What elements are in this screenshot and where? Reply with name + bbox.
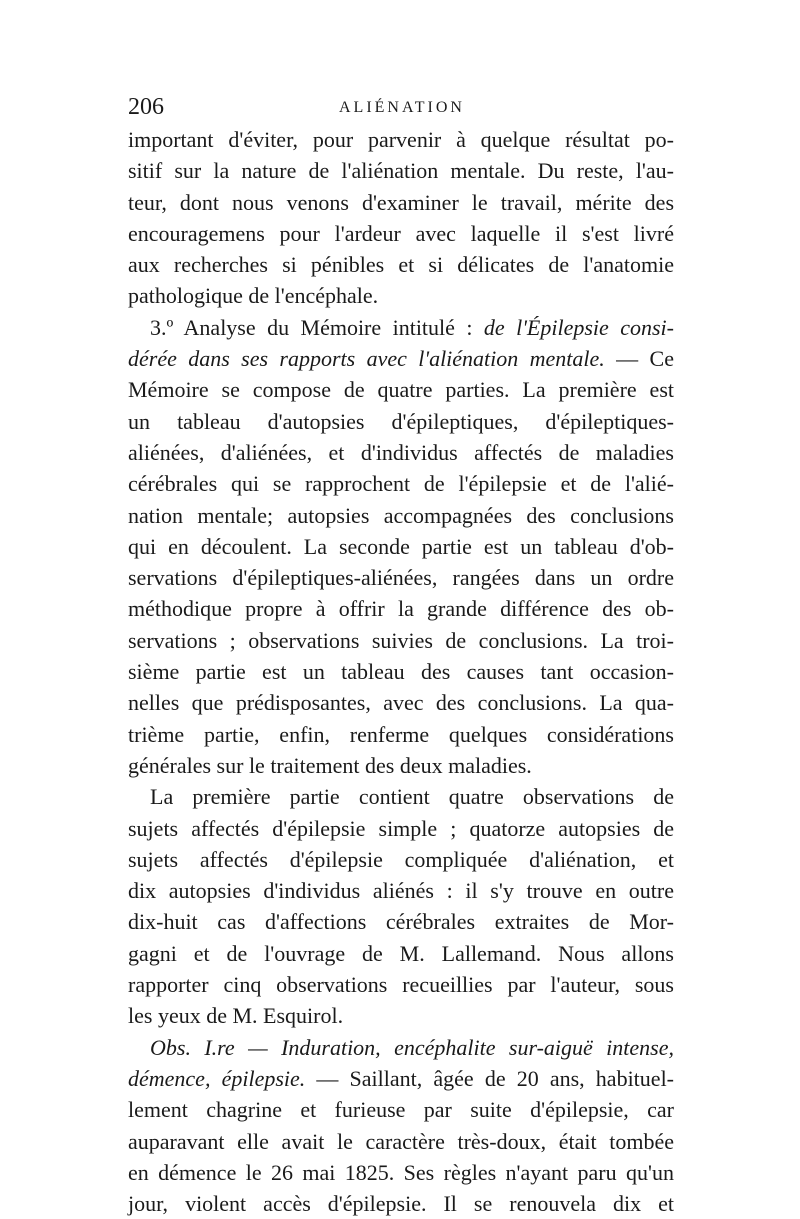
text-line: jour, violent accès d'épilepsie. Il se renouvela dix et xyxy=(128,1191,674,1217)
text-line: dix autopsies d'individus aliénés : il s'y trouve en outre xyxy=(128,878,674,904)
text-line: sujets affectés d'épilepsie simple ; quatorze autopsies de xyxy=(128,815,674,841)
text-line: servations ; observations suivies de conclusions. La troi- xyxy=(128,627,674,653)
text-line: en démence le 26 mai 1825. Ses règles n'ayant paru qu'un xyxy=(128,1159,674,1185)
text-line: teur, dont nous venons d'examiner le travail, mérite des xyxy=(128,189,674,215)
text-line: lement chagrine et furieuse par suite d'épilepsie, car xyxy=(128,1097,674,1123)
text-line: les yeux de M. Esquirol. xyxy=(128,1003,344,1029)
text-line: La première partie contient quatre observations de xyxy=(150,784,674,810)
text-roman: — Ce xyxy=(604,346,674,372)
text-line: sième partie est un tableau des causes tant occasion- xyxy=(128,659,674,685)
text-line: dix-huit cas d'affections cérébrales extraites de Mor- xyxy=(128,909,674,935)
text-italic: Obs. I.re — Induration, encéphalite sur-aiguë intense, xyxy=(150,1034,674,1060)
text-line: générales sur le traitement des deux maladies. xyxy=(128,752,532,778)
text-line: méthodique propre à offrir la grande différence des ob- xyxy=(128,596,674,622)
text-line: auparavant elle avait le caractère très-doux, était tombée xyxy=(128,1128,674,1154)
text-line xyxy=(128,312,674,343)
text-line: cérébrales qui se rapprochent de l'épilepsie et de l'alié- xyxy=(128,471,674,497)
text-line: sitif sur la nature de l'aliénation mentale. Du reste, l'au- xyxy=(128,158,674,184)
text-line: important d'éviter, pour parvenir à quelque résultat po- xyxy=(128,127,674,152)
text-line xyxy=(128,343,674,374)
running-title: ALIÉNATION xyxy=(339,99,465,116)
text-italic: de l'Épilepsie consi- xyxy=(483,314,674,340)
text-line: gagni et de l'ouvrage de M. Lallemand. Nous allons xyxy=(128,940,674,966)
text-line: sujets affectés d'épilepsie compliquée d'aliénation, et xyxy=(128,846,674,872)
text-line: nelles que prédisposantes, avec des conclusions. La qua- xyxy=(128,690,674,716)
text-line xyxy=(128,1063,674,1094)
text-line: nation mentale; autopsies accompagnées des conclusions xyxy=(128,502,674,528)
text-italic: dérée dans ses rapports avec l'aliénation mentale. xyxy=(128,346,605,372)
text-line: trième partie, enfin, renferme quelques considérations xyxy=(128,721,674,747)
text-italic: démence, épilepsie. xyxy=(128,1065,306,1091)
text-line: aliénées, d'aliénées, et d'individus affectés de maladies xyxy=(128,439,674,465)
text-line: un tableau d'autopsies d'épileptiques, d'épileptiques- xyxy=(128,408,674,434)
text-line: pathologique de l'encéphale. xyxy=(128,283,379,309)
page-body xyxy=(128,124,674,1219)
text-line: aux recherches si pénibles et si délicates de l'anatomie xyxy=(128,252,674,278)
text-roman: — Saillant, âgée de 20 ans, habituel- xyxy=(305,1065,675,1091)
text-line: rapporter cinq observations recueillies par l'auteur, sous xyxy=(128,972,674,998)
text-roman: 3.º Analyse du Mémoire intitulé : xyxy=(150,314,484,340)
text-line xyxy=(128,1032,674,1063)
text-line: encouragemens pour l'ardeur avec laquelle il s'est livré xyxy=(128,220,674,246)
page-header xyxy=(128,92,676,122)
text-line: servations d'épileptiques-aliénées, rangées dans un ordre xyxy=(128,565,674,591)
page-number: 206 xyxy=(128,94,164,120)
text-line: Mémoire se compose de quatre parties. La première est xyxy=(128,377,674,403)
text-line: qui en découlent. La seconde partie est un tableau d'ob- xyxy=(128,533,674,559)
